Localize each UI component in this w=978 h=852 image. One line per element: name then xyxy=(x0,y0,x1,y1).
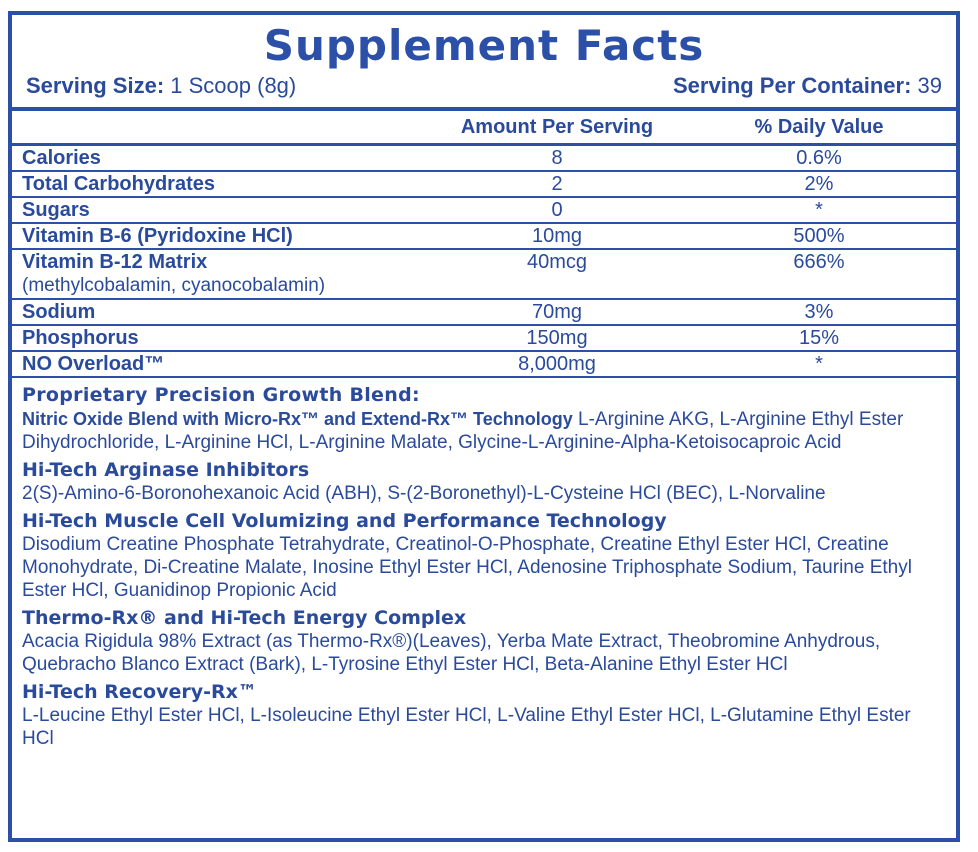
row-dv: 666% xyxy=(682,249,956,299)
table-row xyxy=(12,249,956,299)
group-ingredients: L-Leucine Ethyl Ester HCl, L-Isoleucine Ethyl Ester HCl, L-Valine Ethyl Ester HCl, L-Glutamine Ethyl Ester HCl xyxy=(22,705,911,749)
row-dv: 0.6% xyxy=(682,145,956,172)
nitric-oxide-blend xyxy=(22,408,946,454)
nitric-oxide-blend-text: L-Arginine AKG, L-Arginine Ethyl Ester Dihydrochloride, L-Arginine HCl, L-Arginine Malate, Glycine-L-Arginine-Alpha-Ketoisocaproic Acid xyxy=(22,409,904,453)
row-dv: 2% xyxy=(682,171,956,197)
proprietary-blend xyxy=(12,378,956,750)
row-dv: 3% xyxy=(682,299,956,325)
row-name: Sugars xyxy=(12,197,432,223)
row-amount: 40mcg xyxy=(432,249,682,299)
row-name: Total Carbohydrates xyxy=(12,171,432,197)
row-dv: 15% xyxy=(682,325,956,351)
row-amount: 0 xyxy=(432,197,682,223)
servings-per-container xyxy=(673,73,942,99)
row-name: Sodium xyxy=(12,299,432,325)
row-name: NO Overload™ xyxy=(12,351,432,377)
serving-size xyxy=(26,73,296,99)
blend-title: Proprietary Precision Growth Blend: xyxy=(22,384,420,406)
group-ingredients: Disodium Creatine Phosphate Tetrahydrate, Creatinol-O-Phosphate, Creatine Ethyl Ester HCl, Creatine Monohydrate, Di-Creatine Malate, Inosine Ethyl Ester HCl, Adenosine Triphosphate Sodium, Taurine Ethyl Ester HCl, Guanidinop Propionic Acid xyxy=(22,534,912,601)
header-amount: Amount Per Serving xyxy=(432,111,682,145)
table-row xyxy=(12,325,956,351)
table-row xyxy=(12,299,956,325)
row-subtext: (methylcobalamin, cyanocobalamin) xyxy=(22,275,326,296)
table-row xyxy=(12,145,956,172)
table-header xyxy=(12,111,956,145)
row-amount: 2 xyxy=(432,171,682,197)
row-dv: * xyxy=(682,197,956,223)
row-name: Phosphorus xyxy=(12,325,432,351)
group-title: Thermo-Rx® and Hi-Tech Energy Complex xyxy=(22,607,467,629)
row-dv: 500% xyxy=(682,223,956,249)
row-name-cell xyxy=(12,249,432,299)
nutrition-table xyxy=(12,111,956,378)
panel-title: Supplement Facts xyxy=(263,21,705,70)
group-title: Hi-Tech Recovery-Rx™ xyxy=(22,681,257,703)
group-ingredients: 2(S)-Amino-6-Boronohexanoic Acid (ABH), S-(2-Boronethyl)-L-Cysteine HCl (BEC), L-Norvaline xyxy=(22,483,826,504)
nitric-oxide-blend-title: Nitric Oxide Blend with Micro-Rx™ and Extend-Rx™ Technology xyxy=(22,409,573,429)
supplement-facts-panel xyxy=(8,11,960,842)
table-row xyxy=(12,223,956,249)
serving-size-label: Serving Size: xyxy=(26,73,165,98)
group-ingredients: Acacia Rigidula 98% Extract (as Thermo-Rx®)(Leaves), Yerba Mate Extract, Theobromine Anhydrous, Quebracho Blanco Extract (Bark), L-Tyrosine Ethyl Ester HCl, Beta-Alanine Ethyl Ester HCl xyxy=(22,631,881,675)
row-amount: 10mg xyxy=(432,223,682,249)
row-name: Calories xyxy=(12,145,432,172)
row-name: Vitamin B-12 Matrix xyxy=(22,251,208,273)
header-daily-value: % Daily Value xyxy=(682,111,956,145)
group-title: Hi-Tech Arginase Inhibitors xyxy=(22,459,310,481)
row-name: Vitamin B-6 (Pyridoxine HCl) xyxy=(12,223,432,249)
table-row xyxy=(12,351,956,377)
header-blank xyxy=(12,111,432,145)
servings-per-container-label: Serving Per Container: xyxy=(673,73,912,98)
servings-per-container-value: 39 xyxy=(917,73,942,98)
group-title: Hi-Tech Muscle Cell Volumizing and Performance Technology xyxy=(22,510,667,532)
row-dv: * xyxy=(682,351,956,377)
row-amount: 8 xyxy=(432,145,682,172)
row-amount: 70mg xyxy=(432,299,682,325)
row-amount: 150mg xyxy=(432,325,682,351)
table-row xyxy=(12,171,956,197)
row-amount: 8,000mg xyxy=(432,351,682,377)
table-row xyxy=(12,197,956,223)
serving-info xyxy=(12,73,956,99)
serving-size-value: 1 Scoop (8g) xyxy=(170,73,297,98)
